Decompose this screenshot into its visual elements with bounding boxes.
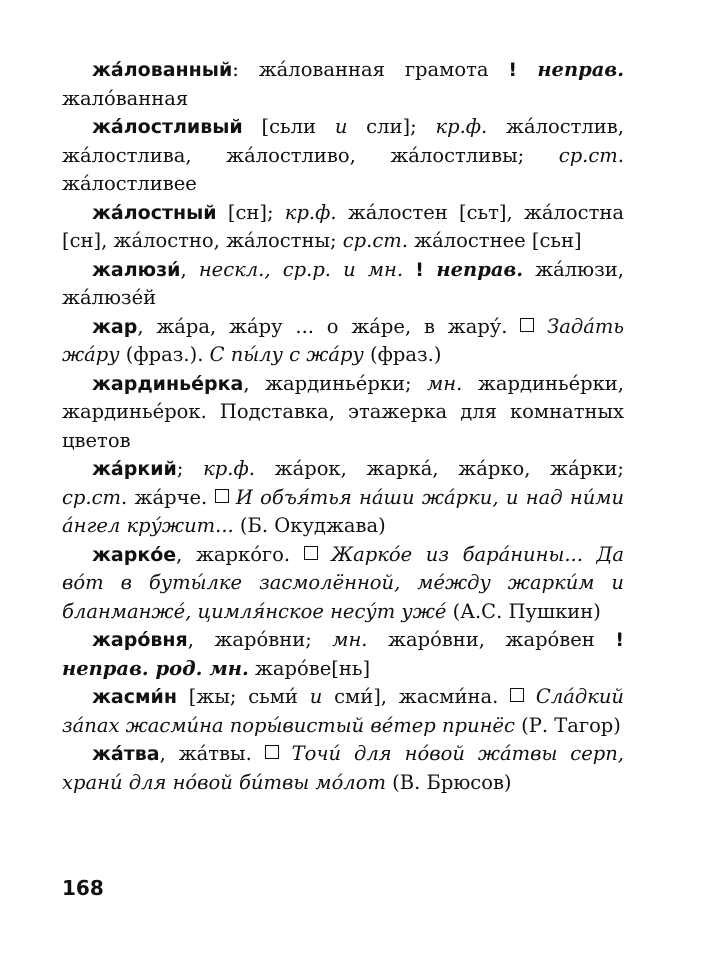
entry-text: (В. Брюсов) <box>385 770 512 794</box>
example-marker-icon <box>510 688 524 702</box>
dictionary-entry <box>62 626 624 683</box>
entry-text: (Р. Тагор) <box>514 713 621 737</box>
italic-text: мн. <box>427 371 463 395</box>
headword: жарко́е <box>92 543 177 566</box>
headword: жа́лостливый <box>92 116 243 138</box>
entry-text: жа́лостливее <box>62 172 197 195</box>
entry-text: (Б. Окуджава) <box>233 514 386 537</box>
headword: жалюзи́ <box>92 258 181 281</box>
entry-text: сли]; <box>347 115 436 138</box>
entry-text <box>318 543 332 566</box>
italic-text: ср.ст. <box>62 485 128 509</box>
entry-text: , жа́твы. <box>159 742 265 765</box>
entry-text: сми́], жасми́на. <box>322 685 511 708</box>
entry-text: [жы; сьми́ <box>176 685 310 708</box>
page-number: 168 <box>62 876 104 900</box>
entry-text: жало́ванная <box>62 86 189 110</box>
dictionary-entry <box>62 455 624 541</box>
dictionary-page <box>62 56 624 797</box>
headword: жаро́вня <box>92 629 188 651</box>
entry-text <box>403 258 415 281</box>
entry-text: ; <box>176 457 204 480</box>
entry-text: , <box>180 257 199 281</box>
headword: жа́лованный <box>92 59 233 81</box>
entry-text: жаро́вни, жаро́вен <box>367 628 616 651</box>
entry-text <box>279 742 292 765</box>
italic-text: мн. <box>332 628 368 651</box>
bold-italic-label: неправ. род. мн. <box>62 656 249 680</box>
entry-text: жа́рок, жарка́, жа́рко, жа́рки; <box>254 457 624 480</box>
example-marker-icon <box>215 489 229 503</box>
entry-text: (фраз.). <box>119 343 210 366</box>
entry-text: (фраз.) <box>363 343 442 366</box>
dictionary-entry <box>62 113 624 199</box>
example-marker-icon <box>304 546 318 560</box>
headword: жа́ркий <box>92 458 177 480</box>
italic-text: Зада́ть жа́ру <box>62 314 625 366</box>
entry-text <box>229 486 236 509</box>
entry-text: , жа́ра, жа́ру ... о жа́ре, в жару́. <box>137 314 521 338</box>
italic-text: и <box>309 685 323 708</box>
dictionary-entry <box>62 56 624 113</box>
entry-text: [сн]; <box>216 200 285 224</box>
dictionary-entry <box>62 199 624 256</box>
warning-mark: ! <box>615 629 624 651</box>
italic-text: кр.ф. <box>284 200 337 224</box>
italic-text: Точи́ для но́вой жа́твы серп, храни́ для но́вой би́твы мо́лот <box>62 742 624 794</box>
entry-text: [сьли <box>242 115 335 138</box>
dictionary-entry <box>62 313 624 370</box>
entry-text: жа́лостлив, жа́лостлива, жа́лостливо, жа́лостливы; <box>62 115 624 167</box>
dictionary-entry <box>62 683 624 740</box>
italic-text: и <box>334 115 348 138</box>
italic-text: Жарко́е из бара́нины... Да во́т в буты́лке засмолённой, ме́жду жарки́м и бланманже́, цимля́нское несу́т уже́ <box>62 542 624 623</box>
entry-text: жаро́ве[нь] <box>248 656 371 680</box>
entry-text: жардинье́рки, жардинье́рок. Подставка, этажерка для комнатных цветов <box>62 371 624 452</box>
entry-text: , жаро́вни; <box>187 628 333 651</box>
italic-text: И объя́тья на́ши жа́рки, и над ни́ми а́нгел кру́жит... <box>62 485 625 537</box>
italic-text: С пы́лу с жа́ру <box>209 343 364 366</box>
example-marker-icon <box>265 745 279 759</box>
italic-text: Сла́дкий за́пах жасми́на поры́вистый ве́тер принёс <box>62 685 624 737</box>
entry-text: жа́люзи, жа́люзе́й <box>62 257 624 309</box>
italic-text: кр.ф. <box>435 115 488 138</box>
italic-text: кр.ф. <box>203 457 255 480</box>
dictionary-entry <box>62 740 624 797</box>
entry-text <box>534 315 547 338</box>
headword: жа́лостный <box>92 201 217 224</box>
warning-mark: ! <box>508 59 538 81</box>
entry-text: , жарко́го. <box>176 542 304 566</box>
bold-italic-label: неправ. <box>436 257 524 281</box>
italic-text: нескл., ср.р. и мн. <box>198 257 404 281</box>
entry-text: (А.С. Пушкин) <box>446 599 601 623</box>
dictionary-entry <box>62 256 624 313</box>
italic-text: ср.ст. <box>558 143 624 167</box>
headword: жар <box>92 315 138 338</box>
dictionary-entry <box>62 541 624 627</box>
entry-text: жа́лостен [сьт], жа́лостна [сн], жа́лостно, жа́лостны; <box>62 200 625 252</box>
dictionary-entry <box>62 370 624 456</box>
entry-text <box>524 685 536 708</box>
entry-text: жа́лостнее [сьн] <box>407 229 582 252</box>
headword: жардинье́рка <box>92 372 244 395</box>
italic-text: ср.ст. <box>342 229 408 252</box>
entry-text: , жардинье́рки; <box>243 371 428 395</box>
bold-italic-label: неправ. <box>537 58 625 81</box>
warning-mark: ! <box>415 258 437 281</box>
entry-text: : жа́лованная грамота <box>232 58 509 81</box>
headword: жа́тва <box>92 743 160 765</box>
entry-text: жа́рче. <box>127 485 215 509</box>
headword: жасми́н <box>92 686 177 708</box>
example-marker-icon <box>520 318 534 332</box>
